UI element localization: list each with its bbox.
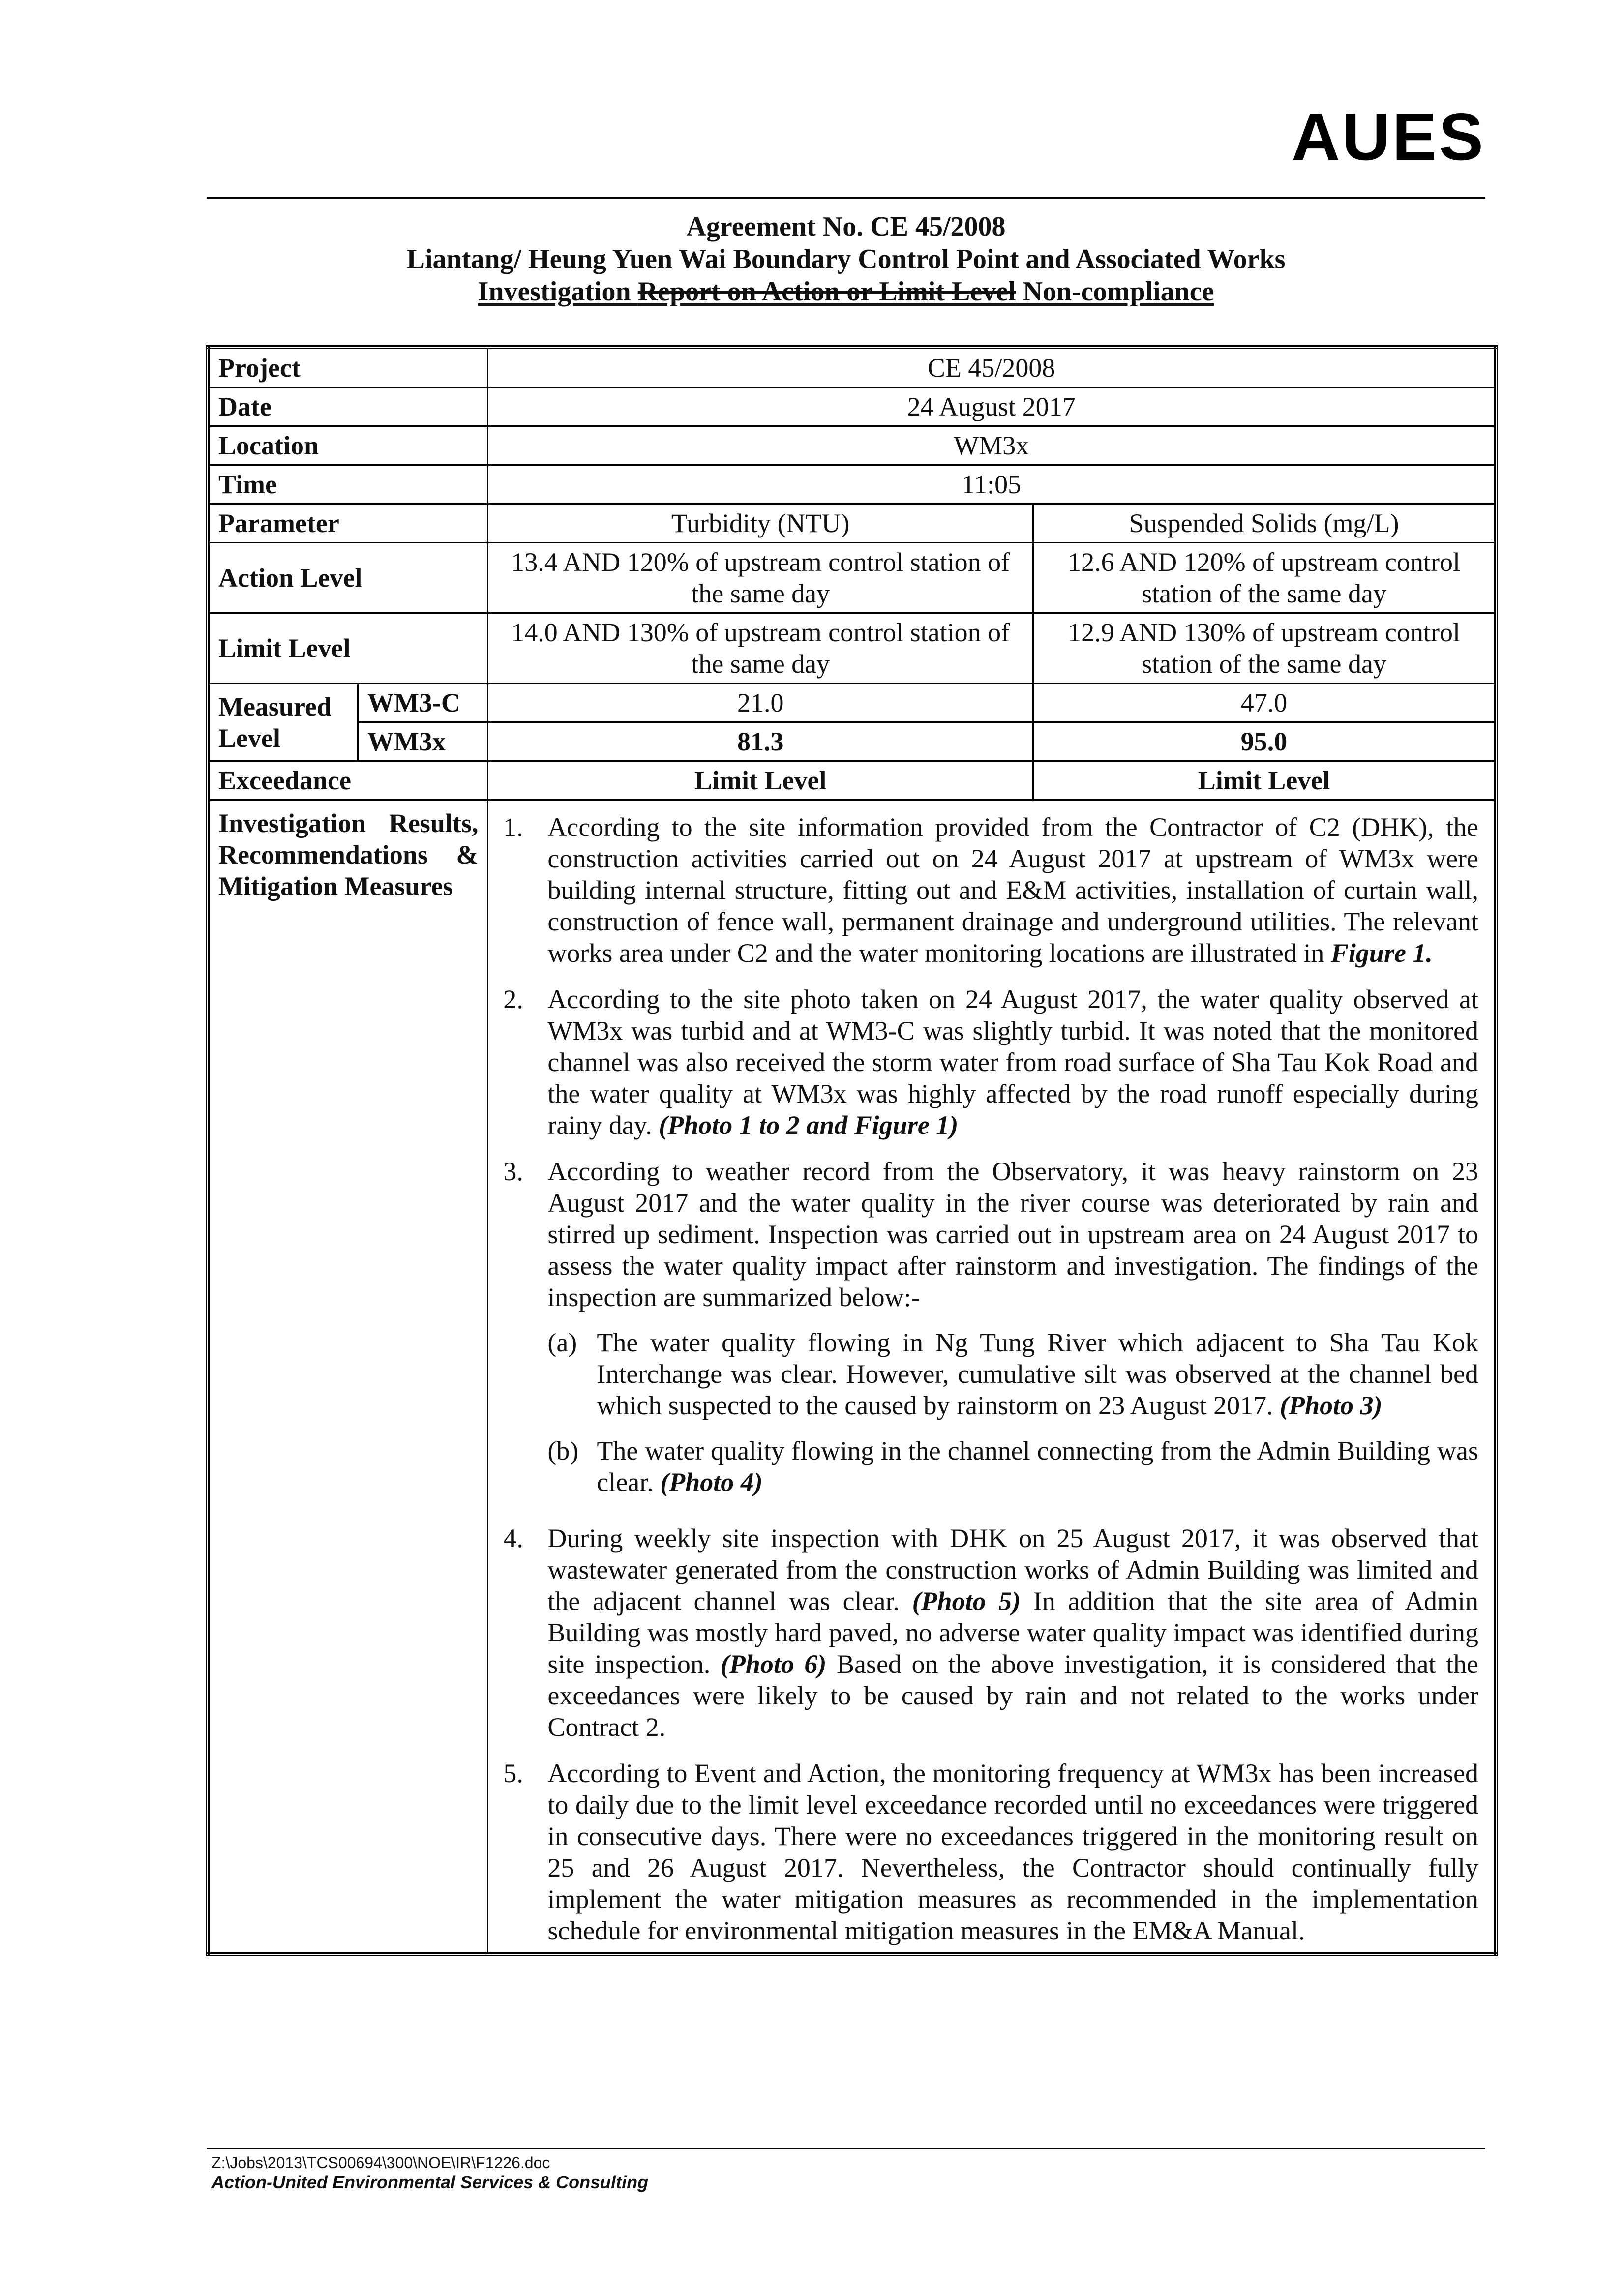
page-footer [211, 2153, 1195, 2192]
row-time [208, 465, 1496, 504]
investigation-findings [488, 800, 1496, 1955]
finding-item [498, 1758, 1478, 1946]
action-level-label: Action Level [208, 543, 488, 613]
measured-turbidity: 21.0 [488, 684, 1033, 722]
sub-finding [547, 1435, 1478, 1498]
parameter-suspended-solids: Suspended Solids (mg/L) [1033, 504, 1496, 543]
row-project [208, 347, 1496, 388]
action-level-turbidity: 13.4 AND 120% of upstream control station of the same day [488, 543, 1033, 613]
project-title: Liantang/ Heung Yuen Wai Boundary Control Point and Associated Works [406, 244, 1286, 274]
time-label: Time [208, 465, 488, 504]
measured-level-label: Measured Level [208, 684, 358, 761]
measured-station: WM3x [358, 722, 487, 761]
finding-reference: (Photo 1 to 2 and Figure 1) [659, 1110, 959, 1140]
finding-body: In addition that the site area of Admin Building was mostly hard paved, no adverse water quality impact was identified during site inspection. [547, 1586, 1478, 1679]
finding-body: Based on the above investigation, it is considered that the exceedances were likely to be caused by rain and not related to the works under Contract 2. [547, 1649, 1478, 1742]
finding-item [498, 811, 1478, 969]
row-measured-wm3x [208, 722, 1496, 761]
row-measured-wm3c [208, 684, 1496, 722]
parameter-label: Parameter [208, 504, 488, 543]
finding-body: According to the site photo taken on 24 August 2017, the water quality observed at WM3x was turbid and at WM3-C was slightly turbid. It was noted that the monitored channel was also received the storm water from road surface of Sha Tau Kok Road and the water quality at WM3x was highly affected by the road runoff especially during rainy day. [547, 984, 1478, 1140]
document-header [207, 210, 1485, 308]
header-rule [207, 197, 1485, 199]
exceedance-suspended-solids: Limit Level [1033, 761, 1496, 800]
finding-text: According to Event and Action, the monitoring frequency at WM3x has been increased to daily due to the limit level exceedance recorded until no exceedances were triggered in consecutive days. There were no exceedances triggered in the monitoring result on 25 and 26 August 2017. Nevertheless, the Contractor should continually fully implement the water mitigation measures as recommended in the implementation schedule for environmental mitigation measures in the EM&A Manual. [547, 1759, 1478, 1945]
row-limit-level [208, 613, 1496, 684]
limit-level-turbidity: 14.0 AND 130% of upstream control station of the same day [488, 613, 1033, 684]
exceedance-label: Exceedance [208, 761, 488, 800]
finding-item [498, 1522, 1478, 1743]
finding-item [498, 1156, 1478, 1508]
report-title [207, 275, 1485, 308]
location-label: Location [208, 426, 488, 465]
row-action-level [208, 543, 1496, 613]
sub-finding-number: (b) [547, 1436, 579, 1465]
finding-text [547, 811, 1478, 969]
finding-text [547, 984, 1478, 1141]
report-title-struck: Report on Action or Limit Level [637, 276, 1016, 307]
limit-level-label: Limit Level [208, 613, 488, 684]
location-value: WM3x [488, 426, 1496, 465]
finding-item [498, 984, 1478, 1141]
measured-suspended-solids: 47.0 [1033, 684, 1496, 722]
measured-turbidity: 81.3 [488, 722, 1033, 761]
exceedance-turbidity: Limit Level [488, 761, 1033, 800]
row-date [208, 388, 1496, 426]
row-exceedance [208, 761, 1496, 800]
finding-number: 5. [503, 1759, 523, 1788]
limit-level-suspended-solids: 12.9 AND 130% of upstream control station of the same day [1033, 613, 1496, 684]
finding-reference: Figure 1. [1330, 938, 1433, 968]
finding-body: During weekly site inspection with DHK on 25 August 2017, it was observed that wastewater generated from the construction works of Admin Building was limited and the adjacent channel was clear. [547, 1523, 1478, 1616]
finding-number: 3. [503, 1157, 523, 1186]
sub-finding [547, 1327, 1478, 1421]
finding-body: According to weather record from the Observatory, it was heavy rainstorm on 23 August 2017 and the water quality in the river course was deteriorated by rain and stirred up sediment. Inspection was carried out in upstream area on 24 August 2017 to assess the water quality impact after rainstorm and investigation. The findings of the inspection are summarized below:- [547, 1157, 1478, 1312]
project-label: Project [208, 347, 488, 388]
company-logo: AUES [1292, 99, 1485, 174]
report-title-part2: Non-compliance [1016, 276, 1214, 307]
finding-reference: (Photo 5) [912, 1586, 1021, 1616]
file-path: Z:\Jobs\2013\TCS00694\300\NOE\IR\F1226.doc [211, 2154, 550, 2172]
measured-station: WM3-C [358, 684, 487, 722]
row-parameter [208, 504, 1496, 543]
investigation-label: Investigation Results, Recommendations & Mitigation Measures [208, 800, 488, 1955]
investigation-table [206, 345, 1498, 1956]
date-label: Date [208, 388, 488, 426]
footer-rule [207, 2148, 1485, 2149]
agreement-title: Agreement No. CE 45/2008 [686, 211, 1006, 242]
time-value: 11:05 [488, 465, 1496, 504]
row-investigation [208, 800, 1496, 1955]
project-value: CE 45/2008 [488, 347, 1496, 388]
sub-finding-number: (a) [547, 1328, 577, 1357]
finding-text [547, 1522, 1478, 1743]
sub-finding-text [597, 1435, 1478, 1498]
sub-finding-reference: (Photo 3) [1280, 1391, 1383, 1420]
company-name: Action-United Environmental Services & Consulting [211, 2172, 649, 2192]
measured-suspended-solids: 95.0 [1033, 722, 1496, 761]
sub-finding-body: The water quality flowing in Ng Tung River which adjacent to Sha Tau Kok Interchange was clear. However, cumulative silt was observed at the channel bed which suspected to the caused by rainstorm on 23 August 2017. [597, 1328, 1478, 1420]
finding-text [547, 1156, 1478, 1508]
sub-finding-text [597, 1327, 1478, 1421]
finding-body: According to the site information provided from the Contractor of C2 (DHK), the construction activities carried out on 24 August 2017 at upstream of WM3x were building internal structure, fitting out and E&M activities, installation of curtain wall, construction of fence wall, permanent drainage and underground utilities. The relevant works area under C2 and the water monitoring locations are illustrated in [547, 812, 1478, 968]
report-title-part1: Investigation [478, 276, 638, 307]
sub-finding-reference: (Photo 4) [660, 1467, 763, 1497]
finding-reference: (Photo 6) [720, 1649, 827, 1679]
finding-number: 1. [503, 812, 523, 842]
row-location [208, 426, 1496, 465]
finding-number: 4. [503, 1523, 523, 1553]
sub-finding-body: The water quality flowing in the channel connecting from the Admin Building was clear. [597, 1436, 1478, 1497]
action-level-suspended-solids: 12.6 AND 120% of upstream control station of the same day [1033, 543, 1496, 613]
parameter-turbidity: Turbidity (NTU) [488, 504, 1033, 543]
findings-list [498, 811, 1478, 1946]
finding-number: 2. [503, 984, 523, 1014]
date-value: 24 August 2017 [488, 388, 1496, 426]
